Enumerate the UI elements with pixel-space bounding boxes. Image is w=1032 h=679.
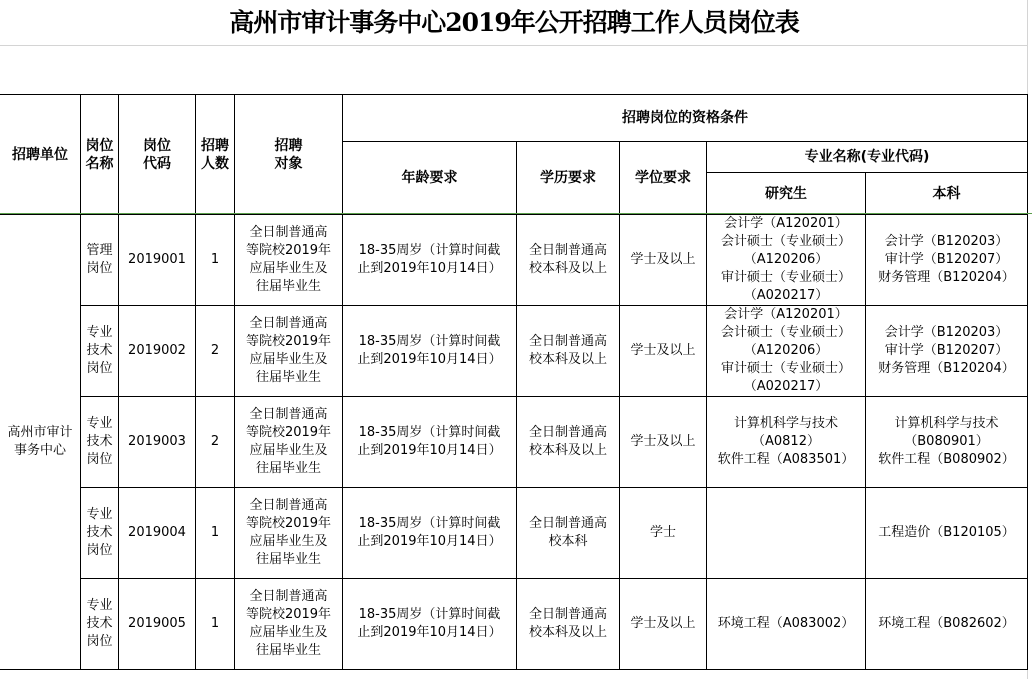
cell-post-code[interactable]: 2019003	[119, 397, 196, 488]
page-title: 高州市审计事务中心2019年公开招聘工作人员岗位表	[0, 0, 1028, 46]
cell-graduate[interactable]: 环境工程（A083002）	[707, 579, 866, 670]
header-major: 专业名称(专业代码)	[707, 142, 1028, 173]
cell-degree[interactable]: 学士及以上	[620, 397, 707, 488]
cell-post-name[interactable]: 专业 技术 岗位	[81, 488, 119, 579]
cell-count[interactable]: 2	[196, 306, 235, 397]
cell-age[interactable]: 18-35周岁（计算时间截 止到2019年10月14日）	[343, 215, 517, 306]
cell-undergrad[interactable]: 会计学（B120203） 审计学（B120207） 财务管理（B120204）	[866, 306, 1028, 397]
cell-age[interactable]: 18-35周岁（计算时间截 止到2019年10月14日）	[343, 397, 517, 488]
cell-age[interactable]: 18-35周岁（计算时间截 止到2019年10月14日）	[343, 488, 517, 579]
cell-count[interactable]: 1	[196, 215, 235, 306]
positions-table	[0, 94, 1028, 670]
cell-undergrad[interactable]: 环境工程（B082602）	[866, 579, 1028, 670]
cell-undergrad[interactable]: 计算机科学与技术 （B080901） 软件工程（B080902）	[866, 397, 1028, 488]
cell-unit[interactable]: 高州市审计 事务中心	[0, 215, 81, 670]
cell-graduate[interactable]	[707, 488, 866, 579]
cell-age[interactable]: 18-35周岁（计算时间截 止到2019年10月14日）	[343, 579, 517, 670]
header-target: 招聘 对象	[235, 95, 343, 215]
cell-degree[interactable]: 学士及以上	[620, 306, 707, 397]
cell-education[interactable]: 全日制普通高 校本科及以上	[517, 397, 620, 488]
cell-count[interactable]: 2	[196, 397, 235, 488]
cell-graduate[interactable]: 会计学（A120201） 会计硕士（专业硕士） （A120206） 审计硕士（专业硕士） （A020217）	[707, 215, 866, 306]
cell-education[interactable]: 全日制普通高 校本科及以上	[517, 579, 620, 670]
cell-education[interactable]: 全日制普通高 校本科及以上	[517, 215, 620, 306]
cell-post-name[interactable]: 专业 技术 岗位	[81, 579, 119, 670]
cell-post-code[interactable]: 2019001	[119, 215, 196, 306]
cell-target[interactable]: 全日制普通高 等院校2019年 应届毕业生及 往届毕业生	[235, 579, 343, 670]
table-row	[0, 397, 1028, 488]
cell-degree[interactable]: 学士	[620, 488, 707, 579]
cell-post-code[interactable]: 2019002	[119, 306, 196, 397]
table-row	[0, 215, 1028, 306]
cell-degree[interactable]: 学士及以上	[620, 579, 707, 670]
cell-age[interactable]: 18-35周岁（计算时间截 止到2019年10月14日）	[343, 306, 517, 397]
table-row	[0, 579, 1028, 670]
cell-undergrad[interactable]: 工程造价（B120105）	[866, 488, 1028, 579]
cell-post-name[interactable]: 管理 岗位	[81, 215, 119, 306]
cell-target[interactable]: 全日制普通高 等院校2019年 应届毕业生及 往届毕业生	[235, 306, 343, 397]
header-post-code: 岗位 代码	[119, 95, 196, 215]
header-qualifications: 招聘岗位的资格条件	[343, 95, 1028, 142]
cell-education[interactable]: 全日制普通高 校本科	[517, 488, 620, 579]
cell-target[interactable]: 全日制普通高 等院校2019年 应届毕业生及 往届毕业生	[235, 215, 343, 306]
cell-undergrad[interactable]: 会计学（B120203） 审计学（B120207） 财务管理（B120204）	[866, 215, 1028, 306]
header-unit: 招聘单位	[0, 95, 81, 215]
cell-target[interactable]: 全日制普通高 等院校2019年 应届毕业生及 往届毕业生	[235, 488, 343, 579]
header-post-name: 岗位 名称	[81, 95, 119, 215]
header-undergrad: 本科	[866, 173, 1028, 215]
cell-target[interactable]: 全日制普通高 等院校2019年 应届毕业生及 往届毕业生	[235, 397, 343, 488]
cell-count[interactable]: 1	[196, 488, 235, 579]
header-count: 招聘 人数	[196, 95, 235, 215]
freeze-pane-line	[0, 213, 1032, 214]
cell-post-name[interactable]: 专业 技术 岗位	[81, 397, 119, 488]
cell-degree[interactable]: 学士及以上	[620, 215, 707, 306]
cell-education[interactable]: 全日制普通高 校本科及以上	[517, 306, 620, 397]
header-degree: 学位要求	[620, 142, 707, 215]
header-graduate: 研究生	[707, 173, 866, 215]
cell-post-code[interactable]: 2019004	[119, 488, 196, 579]
header-age: 年龄要求	[343, 142, 517, 215]
cell-count[interactable]: 1	[196, 579, 235, 670]
cell-post-name[interactable]: 专业 技术 岗位	[81, 306, 119, 397]
table-row	[0, 306, 1028, 397]
header-education: 学历要求	[517, 142, 620, 215]
cell-graduate[interactable]: 计算机科学与技术 （A0812） 软件工程（A083501）	[707, 397, 866, 488]
cell-post-code[interactable]: 2019005	[119, 579, 196, 670]
cell-graduate[interactable]: 会计学（A120201） 会计硕士（专业硕士） （A120206） 审计硕士（专业硕士） （A020217）	[707, 306, 866, 397]
table-row	[0, 488, 1028, 579]
